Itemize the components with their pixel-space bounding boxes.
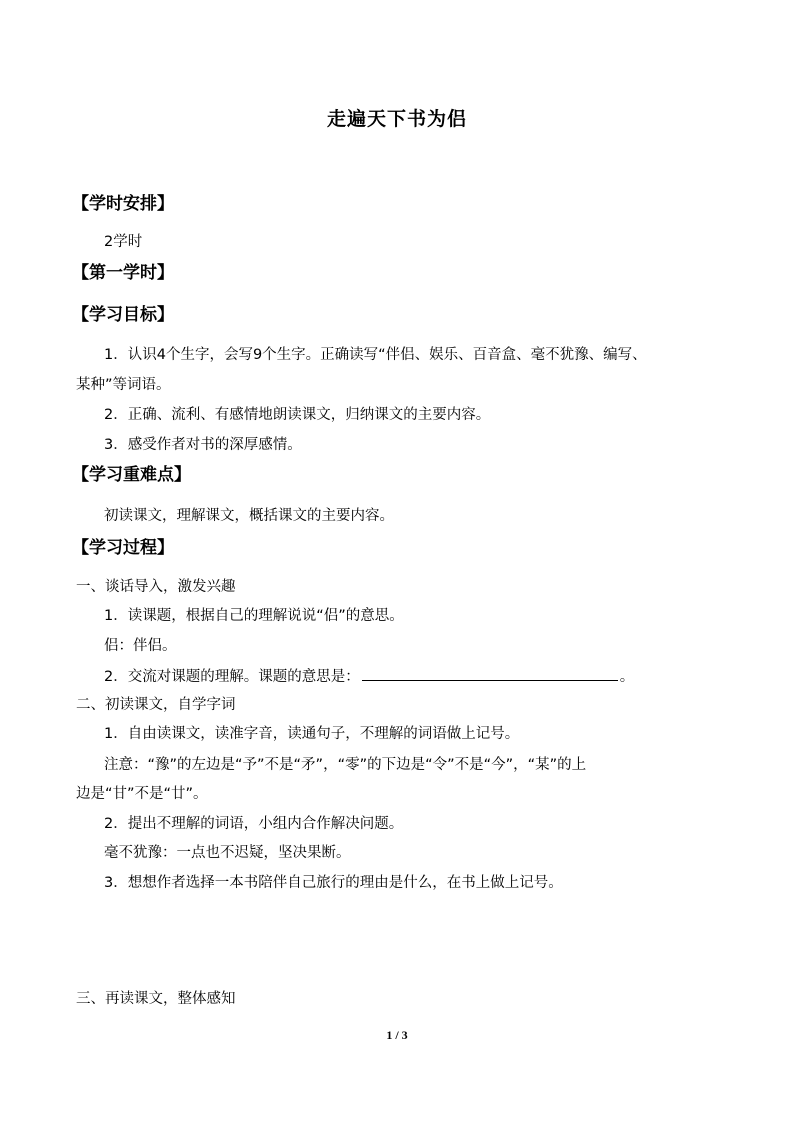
goal-1-line-2: 某种”等词语。: [76, 377, 171, 393]
key-points-heading: 【学习重难点】: [72, 465, 191, 485]
part-2-note-line-2: 边是“甘”不是“廿”。: [76, 786, 208, 802]
part-1-item-2: [104, 666, 634, 687]
page-number: 1 / 3: [386, 1028, 408, 1042]
part-2-item-2-answer: 毫不犹豫：一点也不迟疑，坚决果断。: [104, 845, 351, 861]
goal-3: 3．感受作者对书的深厚感情。: [104, 437, 302, 453]
part-1-item-1: 1．读课题，根据自己的理解说说“侣”的意思。: [104, 608, 404, 624]
fill-in-blank-line: [362, 666, 618, 681]
schedule-value: 2学时: [104, 234, 143, 250]
schedule-heading: 【学时安排】: [72, 194, 174, 214]
part-2-item-1: 1．自由读课文，读准字音，读通句子，不理解的词语做上记号。: [104, 726, 520, 742]
part-2-item-3: 3．想想作者选择一本书陪伴自己旅行的理由是什么，在书上做上记号。: [104, 875, 563, 891]
part-1-item-2-prefix: 2．交流对课题的理解。课题的意思是：: [104, 669, 360, 685]
part-1-item-2-suffix: 。: [619, 669, 635, 685]
part-2-item-2: 2．提出不理解的词语，小组内合作解决问题。: [104, 816, 404, 832]
goal-1-line-1: 1．认识4个生字，会写9个生字。正确读写“伴侣、娱乐、百音盒、毫不犹豫、编写、: [104, 347, 647, 363]
part-1-title: 一、谈话导入，激发兴趣: [76, 579, 236, 595]
key-points-text: 初读课文，理解课文，概括课文的主要内容。: [104, 508, 394, 524]
goals-heading: 【学习目标】: [72, 305, 174, 325]
part-2-title: 二、初读课文，自学字词: [76, 697, 236, 713]
goal-2: 2．正确、流利、有感情地朗读课文，归纳课文的主要内容。: [104, 407, 491, 423]
process-heading: 【学习过程】: [72, 538, 174, 558]
part-1-item-1-answer: 侣：伴侣。: [104, 638, 177, 654]
part-3-title: 三、再读课文，整体感知: [76, 991, 236, 1007]
first-period-heading: 【第一学时】: [72, 263, 174, 283]
part-2-note-line-1: 注意：“豫”的左边是“予”不是“矛”，“零”的下边是“令”不是“今”，“某”的上: [104, 757, 587, 773]
document-title: 走遍天下书为侣: [326, 108, 467, 130]
